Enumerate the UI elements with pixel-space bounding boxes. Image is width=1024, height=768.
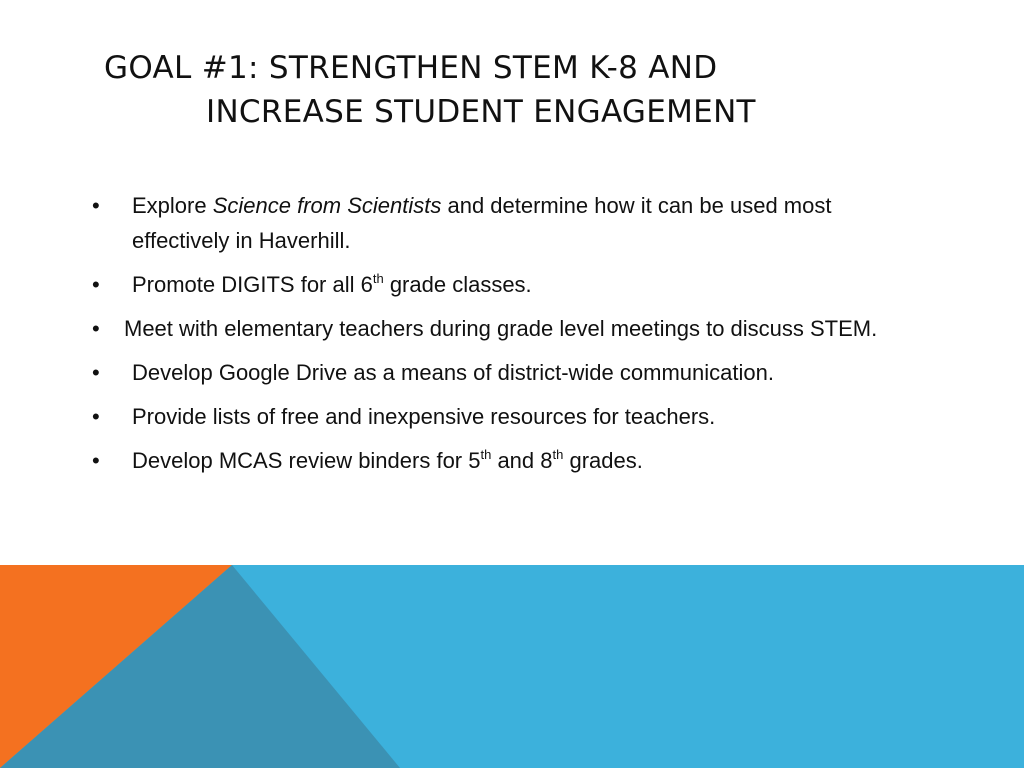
bullet-glyph: • [92,448,100,473]
bullet-text-post: grade classes. [383,272,532,297]
bullet-text-pre: Explore [132,193,213,218]
bullet-glyph: • [92,272,100,297]
bullet-item-science-from-scientists [92,188,892,258]
bullet-item-meet-teachers [92,311,892,346]
ordinal-superscript: th [480,447,492,462]
bullet-item-google-drive [92,355,892,390]
bullet-text-mid: and 8 [491,448,553,473]
bullet-item-free-resources [92,399,892,434]
bullet-glyph: • [92,360,100,385]
ordinal-superscript: th [552,447,564,462]
bullet-text-post: and determine how it can be used most effectively in Haverhill. [132,193,832,253]
slide-title [104,46,924,134]
bullet-text-italic: Science from Scientists [212,193,442,218]
bullet-text-post: grades. [563,448,643,473]
ordinal-superscript: th [372,271,384,286]
bullet-text: Provide lists of free and inexpensive resources for teachers. [132,404,716,429]
bullet-glyph: • [92,404,100,429]
bullet-glyph: • [92,316,100,341]
bullet-text: Develop Google Drive as a means of district-wide communication. [132,360,774,385]
bullet-text: Meet with elementary teachers during grade level meetings to discuss STEM. [124,316,878,341]
bullet-list [92,188,892,487]
slide-title-line-1: GOAL #1: STRENGTHEN STEM K-8 AND [104,50,718,86]
bullet-item-promote-digits [92,267,892,302]
bullet-item-mcas-binders [92,443,892,478]
bullet-glyph: • [92,193,100,218]
bullet-text-pre: Develop MCAS review binders for 5 [132,448,481,473]
decorative-footer-band [0,565,1024,768]
slide-title-line-2: INCREASE STUDENT ENGAGEMENT [206,94,756,130]
bullet-text-pre: Promote DIGITS for all 6 [132,272,373,297]
